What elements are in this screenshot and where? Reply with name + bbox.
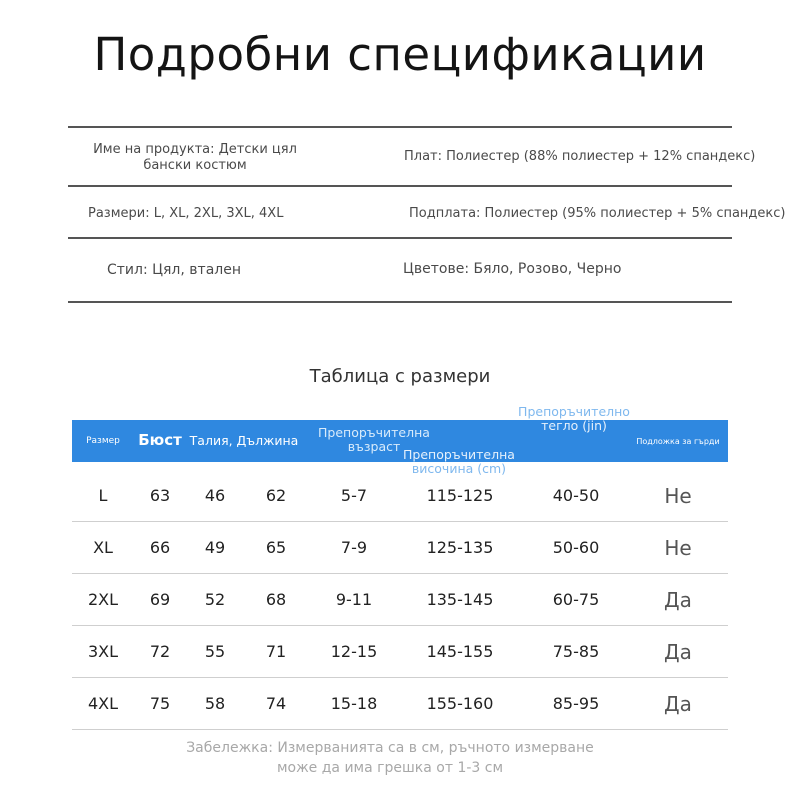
cell-size: XL [93, 538, 113, 557]
header-age-line2: възраст [347, 439, 401, 454]
cell-waist: 58 [204, 694, 226, 713]
cell-bust: 75 [149, 694, 171, 713]
table-row [72, 678, 728, 730]
spec-style: Стил: Цял, втален [107, 262, 241, 278]
cell-weight: 40-50 [552, 486, 600, 505]
cell-chest-pad: Да [664, 692, 692, 716]
cell-length: 71 [265, 642, 287, 661]
cell-waist: 49 [204, 538, 226, 557]
header-waist-length: Талия, Дължина [189, 433, 299, 448]
cell-height: 135-145 [426, 590, 494, 609]
header-chest-pad: Подложка за гърди [636, 437, 720, 446]
cell-bust: 72 [149, 642, 171, 661]
header-age-line1: Препоръчителна [318, 425, 430, 440]
table-row [72, 470, 728, 522]
cell-age: 15-18 [330, 694, 378, 713]
divider [68, 301, 732, 303]
cell-waist: 55 [204, 642, 226, 661]
spec-product-name-line1: Име на продукта: Детски цял [93, 142, 297, 157]
cell-waist: 52 [204, 590, 226, 609]
cell-bust: 63 [149, 486, 171, 505]
header-height-line1: Препоръчителна [403, 447, 515, 462]
cell-chest-pad: Да [664, 640, 692, 664]
table-row [72, 522, 728, 574]
cell-size: 2XL [87, 590, 119, 609]
divider [68, 126, 732, 128]
cell-length: 65 [265, 538, 287, 557]
spec-colors: Цветове: Бяло, Розово, Черно [403, 261, 622, 277]
cell-age: 12-15 [330, 642, 378, 661]
cell-height: 125-135 [426, 538, 494, 557]
cell-chest-pad: Не [664, 484, 692, 508]
cell-length: 68 [265, 590, 287, 609]
table-row [72, 574, 728, 626]
note-line2: може да има грешка от 1-3 см [276, 760, 504, 776]
header-weight [504, 405, 644, 433]
cell-weight: 75-85 [552, 642, 600, 661]
spec-sizes: Размери: L, XL, 2XL, 3XL, 4XL [88, 206, 284, 221]
header-weight-line2: тегло (jin) [541, 418, 607, 433]
cell-chest-pad: Не [664, 536, 692, 560]
size-chart-title: Таблица с размери [309, 366, 491, 387]
note-line1: Забележка: Измерванията са в см, ръчното измерване [186, 740, 594, 756]
cell-length: 74 [265, 694, 287, 713]
page-title: Подробни спецификации [93, 28, 707, 81]
cell-weight: 60-75 [552, 590, 600, 609]
header-bust: Бюст [138, 431, 182, 449]
row-separator [72, 729, 728, 730]
cell-height: 155-160 [426, 694, 494, 713]
cell-waist: 46 [204, 486, 226, 505]
cell-size: L [98, 486, 108, 505]
spec-product-name [80, 142, 310, 174]
spec-product-name-line2: бански костюм [143, 158, 247, 173]
header-weight-line1: Препоръчително [518, 404, 630, 419]
cell-age: 5-7 [340, 486, 368, 505]
cell-size: 4XL [87, 694, 119, 713]
cell-weight: 50-60 [552, 538, 600, 557]
cell-age: 7-9 [340, 538, 368, 557]
header-height-line2: височина (cm) [411, 461, 507, 476]
divider [68, 185, 732, 187]
cell-age: 9-11 [335, 590, 373, 609]
spec-fabric: Плат: Полиестер (88% полиестер + 12% спандекс) [404, 149, 756, 164]
divider [68, 237, 732, 239]
cell-height: 115-125 [426, 486, 494, 505]
spec-lining: Подплата: Полиестер (95% полиестер + 5% спандекс) [409, 206, 786, 221]
cell-length: 62 [265, 486, 287, 505]
cell-chest-pad: Да [664, 588, 692, 612]
cell-size: 3XL [87, 642, 119, 661]
cell-height: 145-155 [426, 642, 494, 661]
cell-bust: 69 [149, 590, 171, 609]
measurement-note [0, 738, 780, 778]
table-row [72, 626, 728, 678]
header-size: Размер [86, 436, 120, 446]
cell-weight: 85-95 [552, 694, 600, 713]
cell-bust: 66 [149, 538, 171, 557]
